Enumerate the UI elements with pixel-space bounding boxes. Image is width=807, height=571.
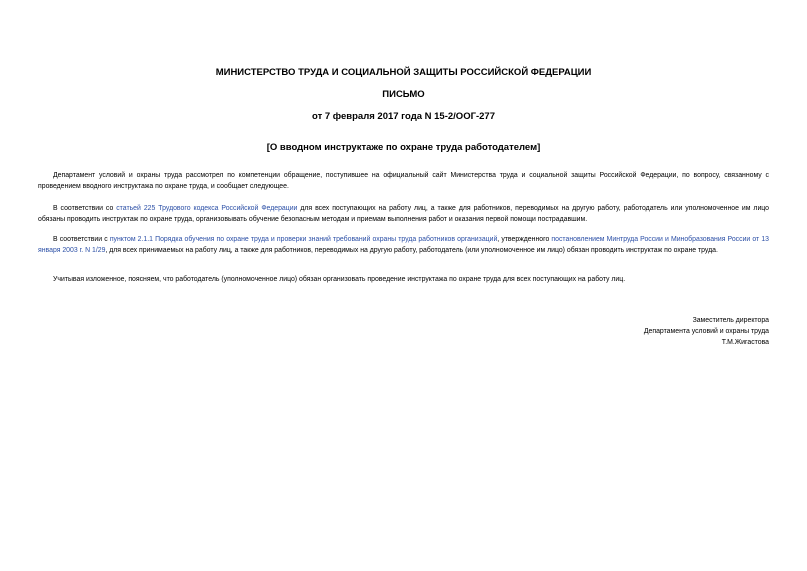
training-order-clause-link[interactable]: пунктом 2.1.1 Порядка обучения по охране труда и проверки знаний требований охраны труда работников организаций	[109, 236, 498, 243]
document-type: ПИСЬМО	[382, 89, 425, 100]
document-title: [О вводном инструктаже по охране труда работодателем]	[266, 142, 541, 153]
paragraph-article-225	[38, 204, 769, 225]
labor-code-article-225-link[interactable]: статьей 225 Трудового кодекса Российской Федерации	[116, 205, 298, 212]
signature-position: Заместитель директора	[692, 317, 769, 324]
organization-heading: МИНИСТЕРСТВО ТРУДА И СОЦИАЛЬНОЙ ЗАЩИТЫ РОССИЙСКОЙ ФЕДЕРАЦИИ	[215, 67, 592, 78]
signature-name: Т.М.Жигастова	[721, 339, 769, 346]
document-date: от 7 февраля 2017 года N 15-2/ООГ-277	[312, 111, 495, 122]
paragraph-text: В соответствии со	[53, 205, 117, 212]
paragraph-training-order	[38, 235, 769, 256]
paragraph-conclusion: Учитывая изложенное, поясняем, что работодатель (уполномоченное лицо) обязан организовать проведение инструктажа по охране труда для всех поступающих на работу лиц.	[53, 276, 626, 283]
resolution-link[interactable]: постановлением Минтруда России и Минобразования России от 13 января 2003 г. N 1/29	[38, 236, 770, 254]
paragraph-intro: Департамент условий и охраны труда рассмотрел по компетенции обращение, поступившее на официальный сайт Министерства труда и социальной защиты Российской Федерации, по вопросу, связанному с проведением вводного инструктажа по охране труда, и сообщает следующее.	[38, 172, 769, 190]
paragraph-text: для всех поступающих на работу лиц, а также для работников, переводимых на другую работу, работодатель или уполномоченное им лицо обязаны проводить инструктаж по охране труда, организовывать обучение безопасным методам и приемам выполнения работ и оказания первой помощи пострадавшим.	[38, 205, 769, 223]
signature-department: Департамента условий и охраны труда	[643, 328, 769, 335]
paragraph-text: , для всех принимаемых на работу лиц, а также для работников, переводимых на другую работу, работодатель (или уполномоченное им лицо) обязан проводить инструктаж по охране труда.	[105, 246, 718, 254]
paragraph-text: В соответствии с	[53, 236, 110, 243]
paragraph-text: , утвержденного	[497, 236, 552, 243]
